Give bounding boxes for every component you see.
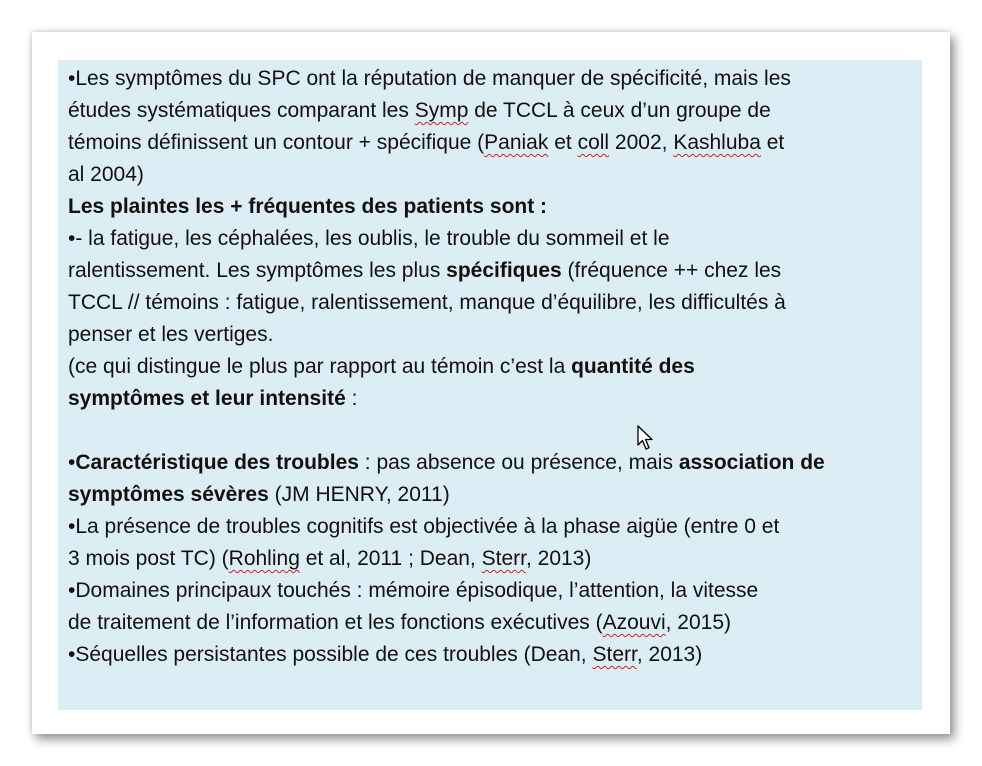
p2-line-1: •- la fatigue, les céphalées, les oublis, le trouble du sommeil et le: [68, 227, 670, 250]
text-run: 2002,: [609, 131, 674, 154]
misspelled-word: Paniak: [484, 131, 549, 154]
text-run: et al, 2011 ; Dean,: [299, 547, 482, 570]
complaints-heading: Les plaintes les + fréquentes des patients sont :: [68, 195, 548, 218]
blank-line: [68, 415, 918, 447]
text-run: études systématiques comparant les: [68, 99, 415, 122]
p4-line-2: [68, 479, 918, 511]
p5-line-1: •La présence de troubles cognitifs est objectivée à la phase aigüe (entre 0 et: [68, 515, 780, 538]
text-run: témoins définissent un contour + spécifique (: [68, 131, 485, 154]
text-run: •: [68, 451, 76, 474]
bold-text: spécifiques: [446, 259, 562, 282]
p5-line-2: [68, 543, 918, 575]
misspelled-word: Sterr: [592, 643, 637, 666]
p1-line-3: [68, 127, 918, 159]
p4-line-1: [68, 447, 918, 479]
misspelled-word: Symp: [414, 99, 469, 122]
text-run: de TCCL à ceux d’un groupe de: [468, 99, 771, 122]
text-run: , 2013): [525, 547, 592, 570]
mouse-pointer-icon: [637, 425, 655, 451]
slide-page: [32, 32, 950, 734]
text-run: ralentissement. Les symptômes les plus: [68, 259, 447, 282]
text-run: , 2015): [665, 611, 732, 634]
p2-line-4: penser et les vertiges.: [68, 323, 274, 346]
bold-text: symptômes et leur intensité: [68, 387, 346, 410]
p3-line-1: [68, 351, 918, 383]
text-run: :: [345, 387, 358, 410]
text-run: 3 mois post TC) (: [68, 547, 229, 570]
misspelled-word: coll: [577, 131, 610, 154]
bold-text: Caractéristique des troubles: [75, 451, 359, 474]
bold-text: quantité des: [571, 355, 695, 378]
body-text: [68, 63, 918, 671]
text-run: : pas absence ou présence, mais: [358, 451, 679, 474]
text-run: de traitement de l’information et les fonctions exécutives (: [68, 611, 603, 634]
misspelled-word: Azouvi: [602, 611, 666, 634]
bold-text: symptômes sévères: [68, 483, 269, 506]
p2-line-3: TCCL // témoins : fatigue, ralentissement, manque d’équilibre, les difficultés à: [68, 291, 786, 314]
p1-line-4: al 2004): [68, 163, 144, 186]
misspelled-word: Kashluba: [673, 131, 761, 154]
text-run: et: [760, 131, 785, 154]
p1-line-1: •Les symptômes du SPC ont la réputation de manquer de spécificité, mais les: [68, 67, 791, 90]
text-run: (fréquence ++ chez les: [561, 259, 782, 282]
text-run: (JM HENRY, 2011): [268, 483, 450, 506]
text-run: et: [548, 131, 578, 154]
p3-line-2: [68, 383, 918, 415]
text-run: (ce qui distingue le plus par rapport au témoin c’est la: [68, 355, 572, 378]
misspelled-word: Sterr: [481, 547, 526, 570]
text-box[interactable]: [58, 60, 922, 710]
p2-line-2: [68, 255, 918, 287]
p6-line-2: [68, 607, 918, 639]
p6-line-1: •Domaines principaux touchés : mémoire épisodique, l’attention, la vitesse: [68, 579, 759, 602]
p7-line-1: [68, 639, 918, 671]
text-run: •Séquelles persistantes possible de ces troubles (Dean,: [68, 643, 593, 666]
text-run: , 2013): [636, 643, 703, 666]
misspelled-word: Rohling: [228, 547, 300, 570]
bold-text: association de: [678, 451, 825, 474]
p1-line-2: [68, 95, 918, 127]
